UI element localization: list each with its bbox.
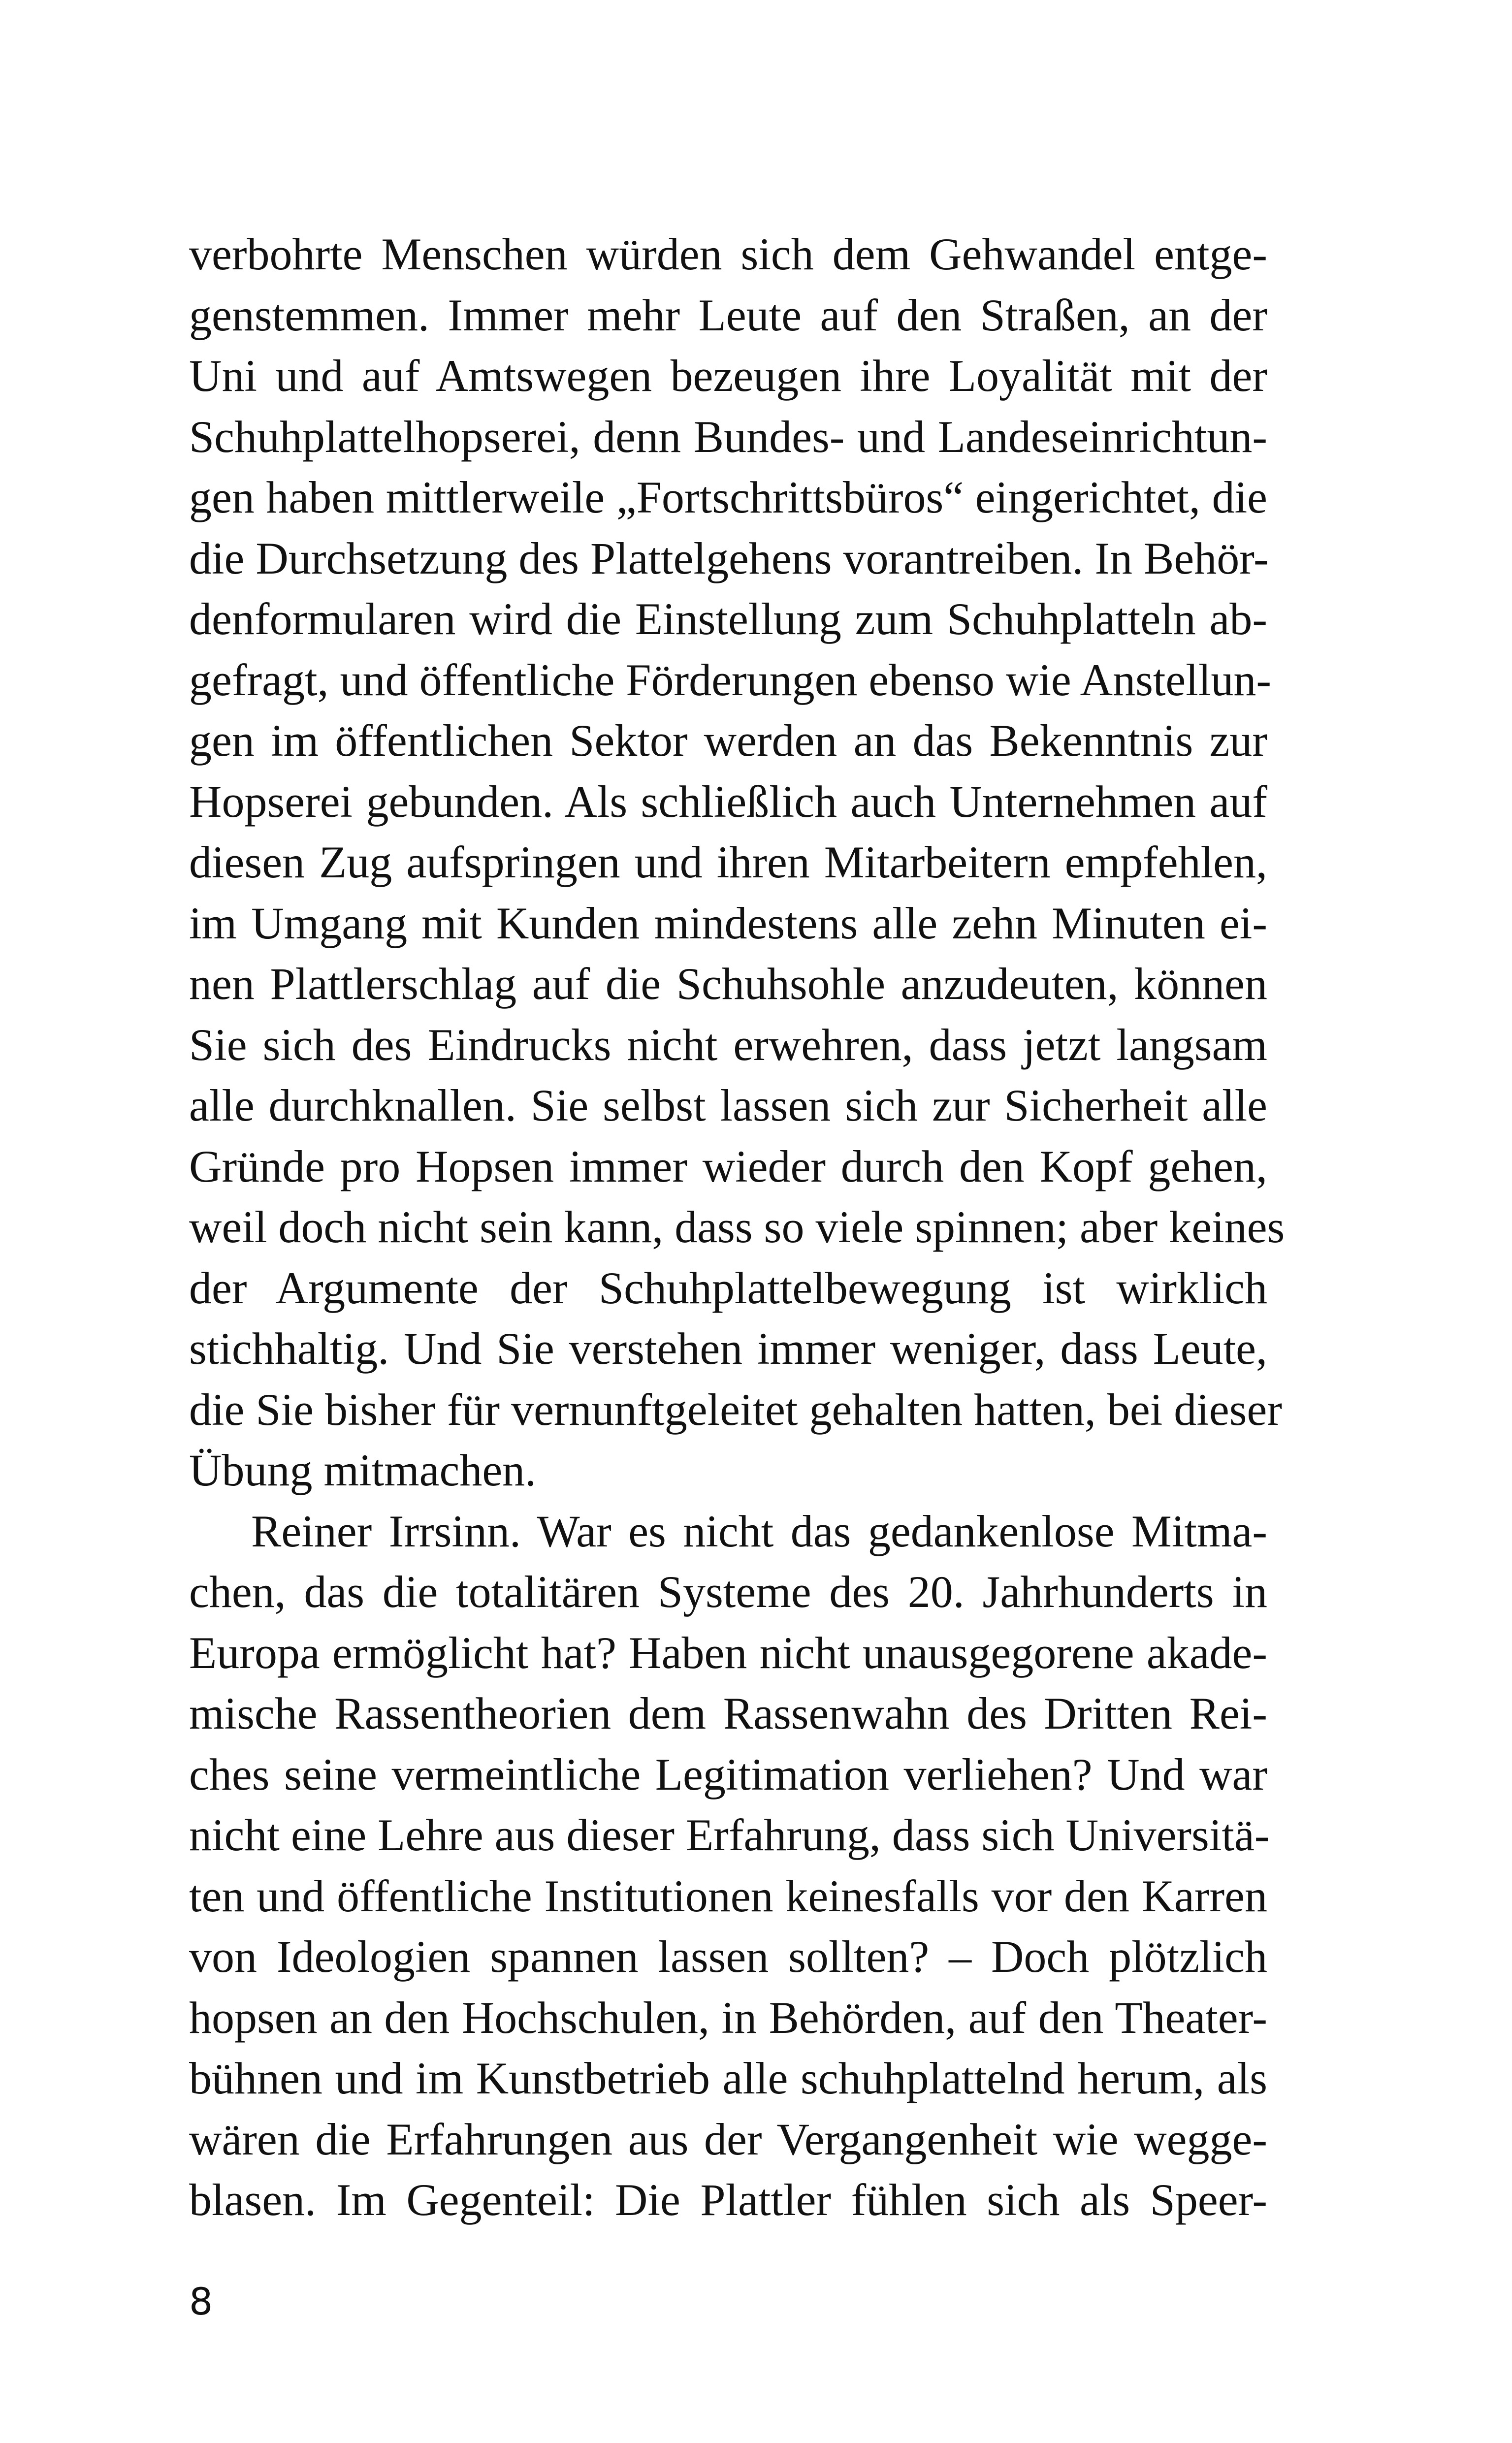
text-line: mische Rassentheorien dem Rassenwahn des Dritten Rei-: [189, 1688, 1267, 1738]
text-line: denformularen wird die Einstellung zum Schuhplatteln ab-: [189, 594, 1267, 644]
text-line: ches seine vermeintliche Legitimation verliehen? Und war: [189, 1749, 1267, 1800]
text-line: bühnen und im Kunstbetrieb alle schuhplattelnd herum, als: [189, 2053, 1267, 2103]
text-line: Hopserei gebunden. Als schließlich auch Unternehmen auf: [189, 776, 1267, 827]
text-line: wären die Erfahrungen aus der Vergangenheit wie wegge-: [189, 2114, 1267, 2164]
text-line: gen haben mittlerweile „Fortschrittsbüros“ eingerichtet, die: [189, 472, 1267, 522]
text-line: Sie sich des Eindrucks nicht erwehren, dass jetzt langsam: [189, 1019, 1267, 1070]
text-line: chen, das die totalitären Systeme des 20. Jahrhunderts in: [189, 1567, 1267, 1617]
text-line: nen Plattlerschlag auf die Schuhsohle anzudeuten, können: [189, 959, 1267, 1009]
text-line: diesen Zug aufspringen und ihren Mitarbeitern empfehlen,: [189, 837, 1267, 887]
text-line: von Ideologien spannen lassen sollten? – Doch plötzlich: [189, 1931, 1267, 1982]
text-line: im Umgang mit Kunden mindestens alle zehn Minuten ei-: [189, 898, 1267, 948]
text-line: alle durchknallen. Sie selbst lassen sich zur Sicherheit alle: [189, 1080, 1267, 1130]
text-line: genstemmen. Immer mehr Leute auf den Straßen, an der: [189, 289, 1267, 340]
text-line: stichhaltig. Und Sie verstehen immer weniger, dass Leute,: [189, 1323, 1267, 1374]
text-line: Gründe pro Hopsen immer wieder durch den Kopf gehen,: [189, 1141, 1267, 1191]
text-line: ten und öffentliche Institutionen keinesfalls vor den Karren: [189, 1870, 1267, 1921]
text-line: die Durchsetzung des Plattelgehens vorantreiben. In Behör-: [189, 533, 1269, 583]
paragraph-1: [189, 224, 1285, 1501]
text-line: gefragt, und öffentliche Förderungen ebenso wie Anstellun-: [189, 654, 1272, 705]
text-line: verbohrte Menschen würden sich dem Gehwandel entge-: [189, 229, 1267, 279]
text-line: weil doch nicht sein kann, dass so viele spinnen; aber keines: [189, 1202, 1285, 1252]
text-line: hopsen an den Hochschulen, in Behörden, auf den Theater-: [189, 1992, 1267, 2043]
body-text: [189, 224, 1285, 2231]
text-line: blasen. Im Gegenteil: Die Plattler fühlen sich als Speer-: [189, 2175, 1267, 2225]
text-line: gen im öffentlichen Sektor werden an das Bekenntnis zur: [189, 715, 1267, 766]
text-line: Schuhplattelhopserei, denn Bundes- und Landeseinrichtun-: [189, 411, 1267, 462]
text-line: die Sie bisher für vernunftgeleitet gehalten hatten, bei dieser: [189, 1384, 1282, 1435]
page-number: 8: [189, 2280, 213, 2323]
text-line: der Argumente der Schuhplattelbewegung ist wirklich: [189, 1262, 1267, 1313]
text-line: Übung mitmachen.: [189, 1445, 537, 1495]
text-line: nicht eine Lehre aus dieser Erfahrung, dass sich Universitä-: [189, 1810, 1270, 1860]
text-line: Europa ermöglicht hat? Haben nicht unausgegorene akade-: [189, 1627, 1267, 1678]
paragraph-2: [189, 1501, 1270, 2231]
text-line: Uni und auf Amtswegen bezeugen ihre Loyalität mit der: [189, 351, 1267, 401]
text-line: Reiner Irrsinn. War es nicht das gedankenlose Mitma-: [251, 1506, 1267, 1556]
